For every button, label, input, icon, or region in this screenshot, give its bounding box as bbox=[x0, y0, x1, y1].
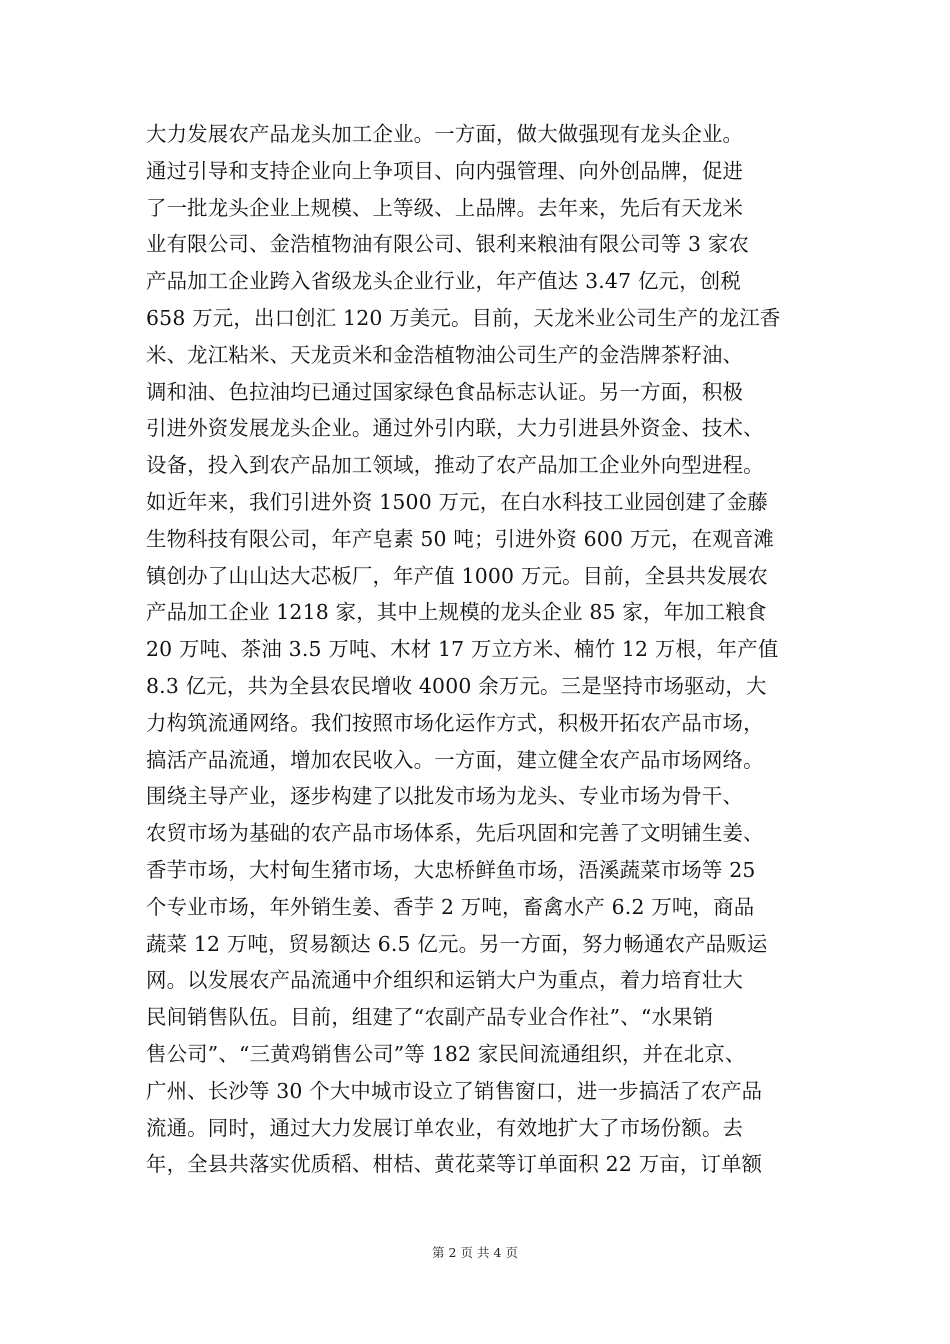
text-line: 蔬菜 12 万吨，贸易额达 6.5 亿元。另一方面，努力畅通农产品贩运 bbox=[146, 931, 768, 956]
text-line: 米、龙江粘米、天龙贡米和金浩植物油公司生产的金浩牌茶籽油、 bbox=[146, 342, 744, 367]
page-footer bbox=[0, 1245, 950, 1261]
text-line: 生物科技有限公司，年产皂素 50 吨；引进外资 600 万元，在观音滩 bbox=[146, 526, 774, 551]
text-line: 产品加工企业跨入省级龙头企业行业，年产值达 3.47 亿元，创税 bbox=[146, 269, 741, 294]
text-line: 民间销售队伍。目前，组建了“农副产品专业合作社”、“水果销 bbox=[146, 1005, 714, 1030]
text-line: 香芋市场，大村甸生猪市场，大忠桥鲜鱼市场，浯溪蔬菜市场等 25 bbox=[146, 857, 756, 882]
text-line: 20 万吨、茶油 3.5 万吨、木材 17 万立方米、楠竹 12 万根，年产值 bbox=[146, 637, 779, 662]
text-line: 镇创办了山山达大芯板厂，年产值 1000 万元。目前，全县共发展农 bbox=[146, 563, 768, 588]
text-line: 搞活产品流通，增加农民收入。一方面，建立健全农产品市场网络。 bbox=[146, 747, 764, 772]
text-line: 调和油、色拉油均已通过国家绿色食品标志认证。另一方面，积极 bbox=[146, 379, 744, 404]
text-line: 农贸市场为基础的农产品市场体系，先后巩固和完善了文明铺生姜、 bbox=[146, 821, 764, 846]
text-line: 广州、长沙等 30 个大中城市设立了销售窗口，进一步搞活了农产品 bbox=[146, 1078, 763, 1103]
text-line: 业有限公司、金浩植物油有限公司、银利来粮油有限公司等 3 家农 bbox=[146, 232, 750, 257]
text-line: 网。以发展农产品流通中介组织和运销大户为重点，着力培育壮大 bbox=[146, 968, 744, 993]
footer-prefix: 第 bbox=[432, 1245, 445, 1260]
text-line: 如近年来，我们引进外资 1500 万元，在白水科技工业园创建了金藤 bbox=[146, 489, 768, 514]
text-line: 年，全县共落实优质稻、柑桔、黄花菜等订单面积 22 万亩，订单额 bbox=[146, 1152, 763, 1177]
footer-middle: 页 共 bbox=[460, 1245, 490, 1260]
text-line: 引进外资发展龙头企业。通过外引内联，大力引进县外资金、技术、 bbox=[146, 416, 764, 441]
text-line: 设备，投入到农产品加工领域，推动了农产品加工企业外向型进程。 bbox=[146, 453, 764, 478]
text-line: 围绕主导产业，逐步构建了以批发市场为龙头、专业市场为骨干、 bbox=[146, 784, 744, 809]
text-line: 个专业市场，年外销生姜、香芋 2 万吨，畜禽水产 6.2 万吨，商品 bbox=[146, 894, 755, 919]
total-pages-number: 4 bbox=[493, 1245, 502, 1260]
text-line: 通过引导和支持企业向上争项目、向内强管理、向外创品牌，促进 bbox=[146, 158, 744, 183]
text-line: 8.3 亿元，共为全县农民增收 4000 余万元。三是坚持市场驱动，大 bbox=[146, 673, 767, 698]
text-line: 658 万元，出口创汇 120 万美元。目前，天龙米业公司生产的龙江香 bbox=[146, 305, 781, 330]
text-line: 产品加工企业 1218 家，其中上规模的龙头企业 85 家，年加工粮食 bbox=[146, 600, 767, 625]
text-line: 流通。同时，通过大力发展订单农业，有效地扩大了市场份额。去 bbox=[146, 1115, 744, 1140]
current-page-number: 2 bbox=[448, 1245, 457, 1260]
body-text bbox=[146, 116, 816, 1183]
footer-suffix: 页 bbox=[505, 1245, 518, 1260]
text-line: 售公司”、“三黄鸡销售公司”等 182 家民间流通组织，并在北京、 bbox=[146, 1041, 746, 1066]
text-line: 了一批龙头企业上规模、上等级、上品牌。去年来，先后有天龙米 bbox=[146, 195, 744, 220]
text-line: 大力发展农产品龙头加工企业。一方面，做大做强现有龙头企业。 bbox=[146, 122, 744, 146]
text-line: 力构筑流通网络。我们按照市场化运作方式，积极开拓农产品市场， bbox=[146, 710, 764, 735]
